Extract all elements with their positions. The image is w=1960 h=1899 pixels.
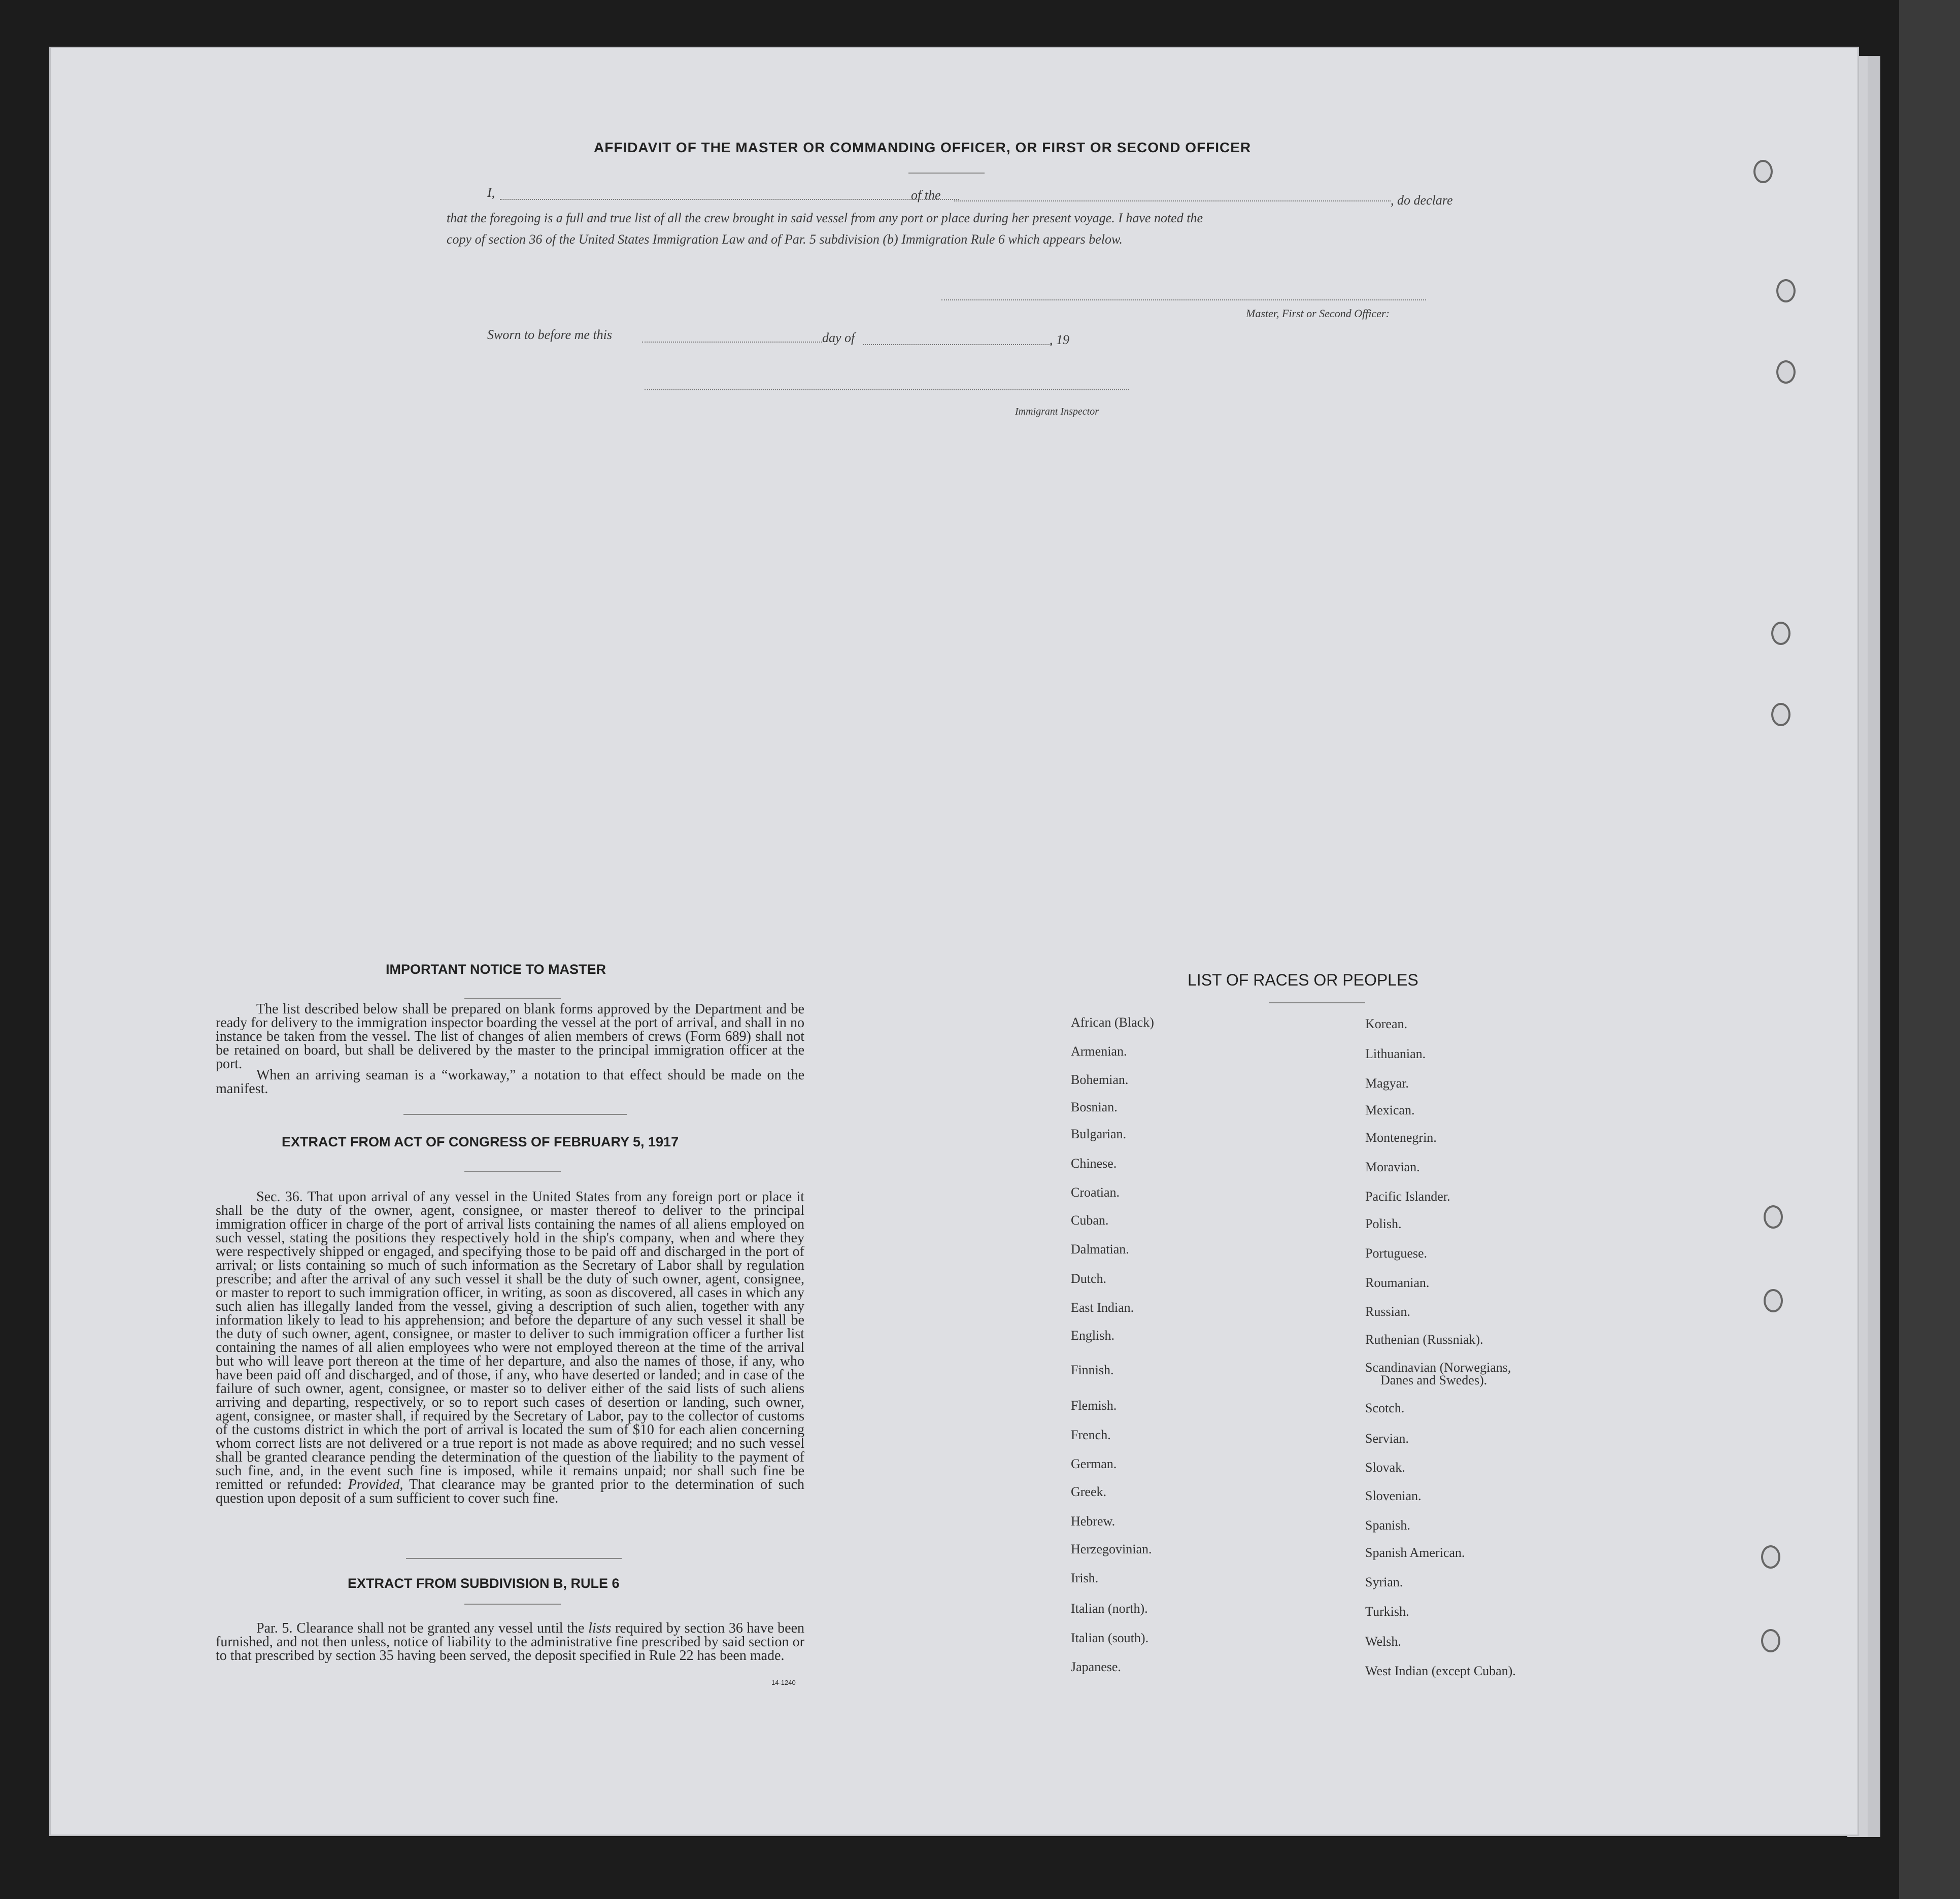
rule-text-b: required by section 36 have been furnished, and not then unless, notice of liability to the administrative fine prescribed by said section or to that prescribed by section 35 having been served, the deposit specified in Rule 22 has been made. bbox=[216, 1620, 804, 1664]
race-item: Irish. bbox=[1071, 1571, 1099, 1585]
race-item: Portuguese. bbox=[1365, 1246, 1428, 1261]
section-text: That upon arrival of any vessel in the United States from any foreign port or place it shall be the duty of the owner, agent, consignee, or master thereof to deliver to the principal immigration officer in charge of the port of arrival lists containing the names of all aliens employed on such vessel, stating the positions they respectively hold in the ship's company, when and where they were respectively shipped or engaged, and specifying those to be paid off and discharged in the port of arrival; or lists containing so much of such information as the Secretary of Labor shall by regulation prescribe; and after the arrival of any such vessel it shall be the duty of such owner, agent, consignee, or master to report to such immigration officer, in writing, as soon as discovered, all cases in which any such alien has illegally landed from the vessel, giving a description of such alien, together with any information likely to lead to his apprehension; and before the departure of any such vessel it shall be the duty of such owner, agent, consignee, or master to deliver to such immigration officer a further list containing the names of all alien employees who were not employed thereon at the time of the arrival but who will leave port thereon at the time of her departure, and also the names of those, if any, who have been paid off and discharged, and of those, if any, who have deserted or landed; and in case of the failure of such owner, agent, consignee, or master so to deliver either of the said lists of such aliens arriving and departing, respectively, or so to report such cases of desertion or landing, such owner, agent, consignee, or master shall, if required by the Secretary of Labor, pay to the collector of customs of the customs district in which the port of arrival is located the sum of $10 for each alien concerning whom correct lists are not delivered or a true report is not made as above required; and no such vessel shall be granted clearance pending the determination of the question of the liability to the payment of such fine, and, in the event such fine is imposed, while it remains unpaid; nor shall such fine be remitted or refunded: bbox=[216, 1189, 804, 1493]
races-underline bbox=[1269, 1002, 1365, 1003]
punch-hole bbox=[1776, 279, 1796, 302]
race-item: Welsh. bbox=[1365, 1634, 1401, 1649]
race-item: Japanese. bbox=[1071, 1659, 1121, 1674]
race-item: Mexican. bbox=[1365, 1103, 1415, 1117]
race-item: Chinese. bbox=[1071, 1156, 1117, 1171]
race-item: Hebrew. bbox=[1071, 1514, 1116, 1529]
sworn-day-blank bbox=[642, 342, 822, 343]
race-item: Moravian. bbox=[1365, 1160, 1420, 1174]
race-item: Bohemian. bbox=[1071, 1072, 1129, 1087]
race-item: Finnish. bbox=[1071, 1363, 1114, 1377]
notice-title: IMPORTANT NOTICE TO MASTER bbox=[386, 962, 606, 977]
punch-hole bbox=[1776, 360, 1796, 384]
race-item: Armenian. bbox=[1071, 1044, 1127, 1059]
race-item: Croatian. bbox=[1071, 1185, 1120, 1200]
race-item: Turkish. bbox=[1365, 1604, 1409, 1619]
race-item: German. bbox=[1071, 1456, 1117, 1471]
race-item: Lithuanian. bbox=[1365, 1046, 1426, 1061]
name-blank bbox=[500, 199, 959, 200]
race-item: Dalmatian. bbox=[1071, 1242, 1129, 1257]
race-item: Russian. bbox=[1365, 1304, 1410, 1319]
race-item: Cuban. bbox=[1071, 1213, 1109, 1228]
signature-line bbox=[941, 299, 1426, 300]
punch-hole bbox=[1771, 703, 1790, 726]
rule-lists: lists bbox=[588, 1620, 612, 1636]
race-item: Polish. bbox=[1365, 1216, 1402, 1231]
punch-hole bbox=[1764, 1289, 1783, 1312]
punch-hole bbox=[1771, 622, 1790, 645]
races-title: LIST OF RACES OR PEOPLES bbox=[1188, 971, 1418, 989]
race-item: Bosnian. bbox=[1071, 1100, 1118, 1114]
section-rule bbox=[406, 1558, 622, 1559]
act-title: EXTRACT FROM ACT OF CONGRESS OF FEBRUARY 5, 1917 bbox=[282, 1134, 679, 1149]
punch-hole bbox=[1761, 1629, 1780, 1652]
race-item: Herzegovinian. bbox=[1071, 1542, 1152, 1556]
race-item: Slovak. bbox=[1365, 1460, 1405, 1475]
race-item: Pacific Islander. bbox=[1365, 1189, 1450, 1204]
race-item: Dutch. bbox=[1071, 1271, 1107, 1286]
sworn-day-label: day of bbox=[822, 330, 855, 345]
rule-underline bbox=[464, 1604, 561, 1605]
proviso-text: That clearance may be granted prior to the determination of such question upon deposit of a sum sufficient to cover such fine. bbox=[216, 1477, 805, 1506]
race-item: West Indian (except Cuban). bbox=[1365, 1664, 1516, 1678]
inspector-label: Immigrant Inspector bbox=[1015, 406, 1099, 417]
race-item: Korean. bbox=[1365, 1016, 1408, 1031]
race-item: Roumanian. bbox=[1365, 1275, 1430, 1290]
rule-title: EXTRACT FROM SUBDIVISION B, RULE 6 bbox=[348, 1576, 620, 1591]
race-item: Slovenian. bbox=[1365, 1488, 1422, 1503]
race-item: Magyar. bbox=[1365, 1076, 1409, 1091]
race-item: Danes and Swedes). bbox=[1380, 1373, 1488, 1387]
declaration-line: that the foregoing is a full and true list of all the crew brought in said vessel from any port or place during her present voyage. I have noted the bbox=[447, 211, 1203, 225]
of-the-label: of the bbox=[911, 188, 941, 202]
race-item: Greek. bbox=[1071, 1484, 1107, 1499]
declarant-prefix: I, bbox=[487, 185, 495, 200]
inspector-line bbox=[645, 389, 1129, 390]
race-item: East Indian. bbox=[1071, 1300, 1134, 1315]
race-item: Flemish. bbox=[1071, 1398, 1117, 1413]
punch-hole bbox=[1761, 1545, 1780, 1569]
punch-hole bbox=[1764, 1205, 1783, 1229]
rule-text-a: Par. 5. Clearance shall not be granted any vessel until the bbox=[256, 1620, 585, 1636]
race-item: French. bbox=[1071, 1428, 1111, 1442]
declare-label: , do declare bbox=[1391, 193, 1453, 208]
sworn-prefix: Sworn to before me this bbox=[487, 327, 613, 342]
punch-hole bbox=[1753, 160, 1773, 183]
race-item: Spanish American. bbox=[1365, 1545, 1465, 1560]
proviso-label: Provided, bbox=[348, 1477, 403, 1493]
affidavit-title: AFFIDAVIT OF THE MASTER OR COMMANDING OFFICER, OR FIRST OR SECOND OFFICER bbox=[594, 140, 1252, 155]
race-item: African (Black) bbox=[1071, 1015, 1154, 1030]
section-rule bbox=[403, 1114, 627, 1115]
act-text bbox=[216, 1190, 804, 1505]
page-edge bbox=[1868, 56, 1880, 1837]
race-item: Italian (north). bbox=[1071, 1601, 1148, 1616]
act-underline bbox=[464, 1171, 561, 1172]
signature-label: Master, First or Second Officer: bbox=[1246, 307, 1390, 320]
rule-text bbox=[216, 1621, 804, 1663]
background-strip bbox=[1899, 0, 1960, 1899]
sworn-month-blank bbox=[863, 344, 1051, 345]
race-item: Syrian. bbox=[1365, 1575, 1403, 1589]
vessel-blank bbox=[954, 200, 1391, 201]
race-item: Ruthenian (Russniak). bbox=[1365, 1332, 1483, 1347]
notice-underline bbox=[464, 998, 561, 999]
manifest-page bbox=[51, 48, 1857, 1835]
race-item: Italian (south). bbox=[1071, 1631, 1149, 1645]
sworn-year-label: , 19 bbox=[1050, 332, 1069, 347]
race-item: Bulgarian. bbox=[1071, 1127, 1127, 1141]
title-underline bbox=[908, 173, 985, 174]
race-item: Scotch. bbox=[1365, 1401, 1405, 1415]
race-item: English. bbox=[1071, 1328, 1114, 1343]
notice-paragraph: When an arriving seaman is a “workaway,” a notation to that effect should be made on the manifest. bbox=[216, 1067, 804, 1097]
race-item: Scandinavian (Norwegians, bbox=[1365, 1360, 1511, 1375]
declaration-line: copy of section 36 of the United States Immigration Law and of Par. 5 subdivision (b) Immigration Rule 6 which appears below. bbox=[447, 232, 1123, 247]
section-label: Sec. 36. bbox=[256, 1189, 303, 1205]
race-item: Servian. bbox=[1365, 1431, 1409, 1446]
notice-paragraph: The list described below shall be prepared on blank forms approved by the Department and be ready for delivery to the immigration inspector boarding the vessel at the port of arrival, and shall in no instance be taken from the vessel. The list of changes of alien members of crews (Form 689) shall not be retained on board, but shall be delivered by the master to the principal immigration officer at the port. bbox=[216, 1001, 804, 1072]
race-item: Montenegrin. bbox=[1365, 1130, 1437, 1145]
race-item: Spanish. bbox=[1365, 1518, 1410, 1533]
form-number: 14-1240 bbox=[771, 1679, 796, 1686]
